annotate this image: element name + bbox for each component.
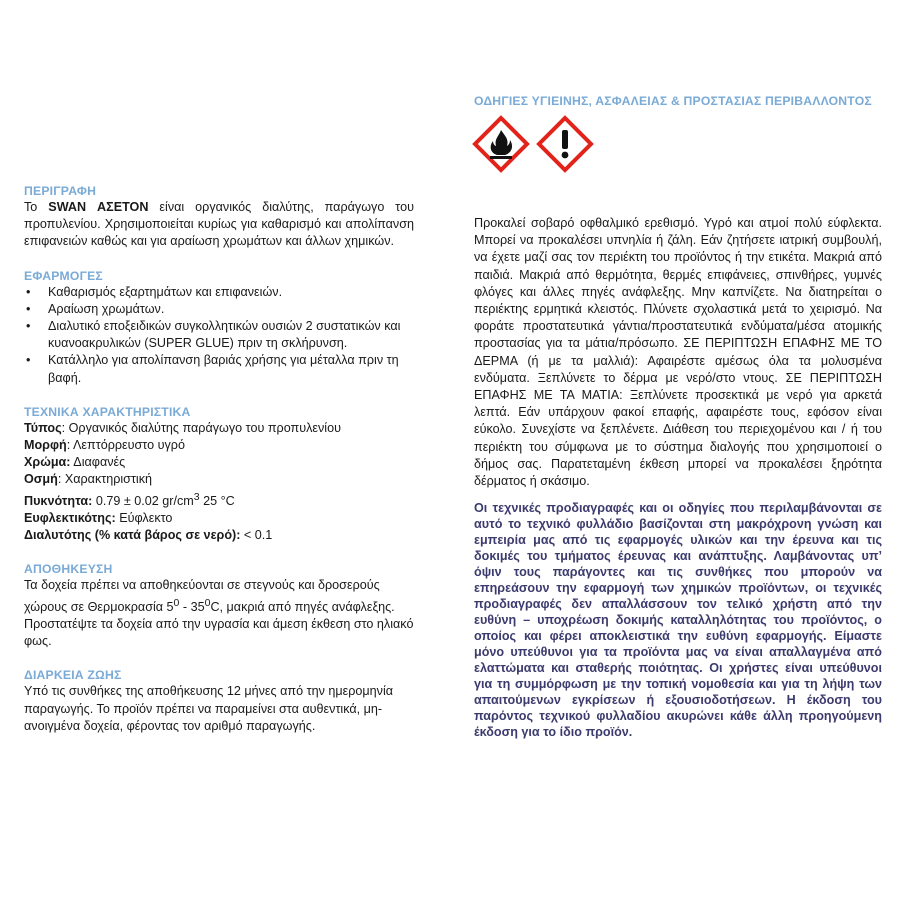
list-item: • Αραίωση χρωμάτων.	[24, 301, 414, 318]
safety-heading: ΟΔΗΓΙΕΣ ΥΓΙΕΙΝΗΣ, ΑΣΦΑΛΕΙΑΣ & ΠΡΟΣΤΑΣΙΑΣ ΠΕΡΙΒΑΛΛΟΝΤΟΣ	[474, 94, 872, 108]
storage-text-c: C, μακριά από πηγές ανάφλεξης. Προστατέψτε τα δοχεία από την υγρασία και άμεση έκθεση στο ηλιακό φως.	[24, 599, 414, 649]
spec-value: 0.79 ± 0.02 gr/cm	[95, 493, 194, 508]
spec-label: Οσμή	[24, 472, 58, 487]
spec-row	[24, 489, 414, 510]
spec-value: Λεπτόρρευστο υγρό	[73, 438, 185, 453]
flame-pictogram-icon	[472, 115, 530, 173]
ghs-pictograms	[472, 115, 882, 175]
description-text	[24, 199, 414, 251]
spec-value: Εύφλεκτο	[119, 511, 173, 526]
spec-row	[24, 527, 414, 544]
applications-list	[24, 284, 414, 387]
list-item: • Κατάλληλο για απολίπανση βαριάς χρήσης για μέταλλα πριν τη βαφή.	[24, 352, 414, 386]
description-heading: ΠΕΡΙΓΡΑΦΗ	[24, 184, 97, 198]
spec-separator: :	[57, 472, 65, 487]
disclaimer-text: Οι τεχνικές προδιαγραφές και οι οδηγίες που περιλαμβάνονται σε αυτό το τεχνικό φυλλάδιο βασίζονται στη μακρόχρονη γνώση και εμπειρία μας από τις εφαρμογές υλικών και την έρευνα και τις δοκιμές του τμήματος έρευνας και ανάπτυξης. Λαμβάνοντας υπ’ όψιν τους παράγοντες και τις συνθήκες που μπορούν να επηρεάσουν την εφαρμογή των χημικών προϊόντων, οι τεχνικές προδιαγραφές δεν απαλλάσσουν τον τελικό χρήστη από την ευθύνη – υποχρέωση δοκιμής καταλληλότητας του προϊόντος, ο οποίος και φέρει αποκλειστικά την ευθύνη εφαρμογής. Είμαστε μόνο υπεύθυνοι για τα προϊόντα μας να είναι απαλλαγμένα από ελαττώματα και σταθερής ποιότητας. Οι χρήστες είναι υπεύθυνοι για τη συμμόρφωση με την τοπική νομοθεσία και για τη λήψη των απαιτούμενων εγκρίσεων ή εξουσιοδοτήσεων. Η έκδοση του παρόντος τεχνικού φυλλαδίου ακυρώνει κάθε άλλη προηγούμενη έκδοση για το ίδιο προϊόν.	[474, 501, 882, 740]
spec-value: Χαρακτηριστική	[64, 472, 153, 487]
spec-label: Μορφή	[24, 438, 67, 453]
specs-section	[24, 405, 414, 545]
shelf-life-text: Υπό τις συνθήκες της αποθήκευσης 12 μήνες από την ημερομηνία παραγωγής. Το προϊόν πρέπει να παραμείνει στα αυθεντικά, μη-ανοιγμένα δοχεία, φέροντας τον αριθμό παραγωγής.	[24, 684, 394, 733]
spec-label: Ευφλεκτικότης:	[24, 511, 116, 526]
shelf-life-section	[24, 668, 414, 735]
spec-value: Οργανικός διαλύτης παράγωγο του προπυλενίου	[68, 420, 341, 435]
spec-row	[24, 471, 414, 488]
storage-sup-b: 0	[204, 596, 211, 609]
spec-row	[24, 437, 414, 454]
list-item: • Διαλυτικό εποξειδικών συγκολλητικών ουσιών 2 συστατικών και κυανοακρυλικών (SUPER GLUE) πριν τη σκλήρυνση.	[24, 318, 414, 352]
spec-label: Τύπος	[24, 420, 62, 435]
spec-row	[24, 510, 414, 527]
storage-section	[24, 562, 414, 650]
spec-label: Πυκνότητα:	[24, 493, 93, 508]
spec-value: Διαφανές	[73, 455, 126, 470]
applications-section	[24, 269, 414, 387]
spec-superscript: 3	[193, 490, 200, 503]
storage-text	[24, 577, 414, 650]
spec-separator: :	[61, 420, 69, 435]
description-prefix: Το	[24, 200, 38, 214]
storage-text-a: Τα δοχεία πρέπει να αποθηκεύονται σε στεγνούς και δροσερούς χώρους σε Θερμοκρασία 5	[24, 578, 380, 614]
exclamation-pictogram-icon	[536, 115, 594, 173]
storage-sup-a: 0	[173, 596, 180, 609]
spec-separator: :	[66, 438, 73, 453]
right-column	[474, 94, 882, 740]
storage-heading: ΑΠΟΘΗΚΕΥΣΗ	[24, 562, 113, 577]
spec-row	[24, 420, 414, 437]
spec-value: < 0.1	[243, 528, 273, 543]
shelf-life-heading: ΔΙΑΡΚΕΙΑ ΖΩΗΣ	[24, 668, 122, 683]
specs-heading: ΤΕΧΝΙΚΑ ΧΑΡΑΚΤΗΡΙΣΤΙΚΑ	[24, 404, 191, 419]
list-item: • Καθαρισμός εξαρτημάτων και επιφανειών.	[24, 284, 414, 301]
spec-label: Χρώμα:	[24, 455, 71, 470]
description-section	[24, 184, 414, 251]
spec-label: Διαλυτότης (% κατά βάρος σε νερό):	[24, 528, 241, 543]
spec-row	[24, 454, 414, 471]
product-brand: SWAN ΑΣΕΤΟΝ	[48, 200, 149, 214]
description-body: είναι οργανικός διαλύτης, παράγωγο του προπυλενίου. Χρησιμοποιείται κυρίως για καθαρισμό και απολίπανση επιφανειών καθώς και για αραίωση χρωμάτων και άλλων χημικών.	[24, 200, 414, 249]
storage-text-b: - 35	[179, 599, 205, 614]
applications-heading: ΕΦΑΡΜΟΓΕΣ	[24, 268, 103, 283]
spec-tail: 25 °C	[199, 493, 235, 508]
left-column	[24, 184, 414, 753]
hazard-text: Προκαλεί σοβαρό οφθαλμικό ερεθισμό. Υγρό και ατμοί πολύ εύφλεκτα. Μπορεί να προκαλέσει υπνηλία ή ζάλη. Εάν ζητήσετε ιατρική συμβουλή, να έχετε μαζί σας τον περιέκτη του προϊόντος ή την ετικέτα. Μακριά από παιδιά. Μακριά από θερμότητα, θερμές επιφάνειες, σπινθήρες, γυμνές φλόγες και άλλες πηγές ανάφλεξης. Μην καπνίζετε. Να διατηρείται ο περιέκτης ερμητικά κλειστός. Πλύνετε σχολαστικά μετά το χειρισμό. Να φοράτε προστατευτικά γάντια/προστατευτικά ενδύματα/μέσα ατομικής προστασίας για τα μάτια/πρόσωπο. ΣΕ ΠΕΡΙΠΤΩΣΗ ΕΠΑΦΗΣ ΜΕ ΤΟ ΔΕΡΜΑ (ή με τα μαλλιά): Αφαιρέστε αμέσως όλα τα μολυσμένα ενδύματα. Ξεπλύνετε το δέρμα με νερό/στο ντους. ΣΕ ΠΕΡΙΠΤΩΣΗ ΕΠΑΦΗΣ ΜΕ ΤΑ ΜΑΤΙΑ: Ξεπλύνετε προσεκτικά με νερό για αρκετά λεπτά. Εάν υπάρχουν φακοί επαφής, αφαιρέστε τους, εφόσον είναι εύκολο. Συνεχίστε να ξεπλένετε. Διάθεση του περιεχομένου και / ή του περιέκτη του σύμφωνα με το σύστημα διαλογής που χρησιμοποιεί ο δήμος σας. Παρατεταμένη έκθεση μπορεί να προκαλέσει ξηρότητα δέρματος ή σκάσιμο.	[474, 216, 882, 489]
